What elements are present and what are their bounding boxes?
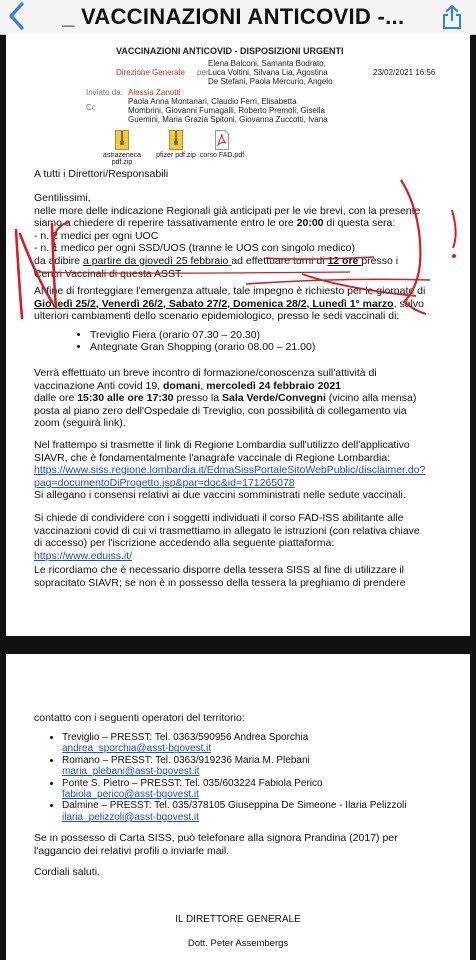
text-line: da adibire a partire da giovedì 25 febbraio ad effettuare turni di 12 ore presso i bbox=[34, 254, 399, 267]
sender-name: Direzione Generale bbox=[116, 68, 185, 77]
vaccination-sites-list bbox=[74, 329, 458, 354]
paragraph-days bbox=[34, 285, 458, 354]
share-icon bbox=[440, 4, 464, 30]
recipients-line-2: Luca Voltini, Silvana Lia, Agostina bbox=[208, 68, 328, 77]
paragraph-fad bbox=[34, 512, 458, 562]
eduiss-link[interactable]: https://www.eduiss.it/ bbox=[34, 549, 133, 562]
pdf-icon bbox=[215, 130, 229, 150]
paragraph-training bbox=[34, 367, 454, 430]
list-item: • Treviglio Fiera (orario 07.30 – 20.30) bbox=[90, 329, 458, 342]
attachment-name: corso FAD.pdf bbox=[199, 152, 245, 159]
navigation-bar bbox=[0, 0, 476, 35]
list-item: • Ponte S. Pietro – PRESST: Tel. 035/603224 Fabiola Perico fabiola_perico@asst-bgovest.it bbox=[62, 778, 476, 801]
sent-by-name: Alessia Zanotti bbox=[128, 88, 181, 97]
signature-name: Dott. Peter Assembergs bbox=[187, 938, 289, 949]
attachment-pfizer[interactable] bbox=[154, 130, 198, 159]
paragraph-siss-phone bbox=[34, 832, 454, 857]
text-line: Giovedì 25/2, Venerdì 26/2, Sabato 27/2, Domenica 28/2, Lunedì 1° marzo, salvo bbox=[34, 297, 424, 310]
text-line: sopracitato SIAVR; se non è in possesso della tessera la preghiamo di prendere bbox=[34, 576, 406, 589]
list-item: • Romano – PRESST: Tel. 0363/919236 Maria M. Plebani maria_plebani@asst-bgovest.it bbox=[62, 755, 476, 778]
cc-line-3: Guemini, Maria Grazia Spitoni, Giovanna Zuccotti, Ivana bbox=[128, 115, 328, 124]
list-item: • Treviglio – PRESST: Tel. 0363/590956 Andrea Sporchia andrea_sporchia@asst-bgovest.it bbox=[62, 732, 476, 755]
text-line: siamo a chiedere di reperire tassativamente entro le ore 20:00 di questa sera: bbox=[34, 217, 396, 230]
text-line: nelle more delle indicazione Regionali già anticipati per le vie brevi, con la presente bbox=[34, 204, 421, 217]
cc-line-2: Mombrini, Giovanni Fumagalli, Roberto Premoli, Gisella bbox=[128, 106, 325, 115]
document-page-2 bbox=[6, 654, 470, 960]
text-line: - n. 1 medico per ogni SSD/UOS (tranne le UOS con singolo medico) bbox=[34, 242, 355, 255]
email-date: 23/02/2021 16:56 bbox=[373, 68, 436, 77]
text-line: l'aggancio dei relativi profili o inviarle mail. bbox=[34, 844, 230, 857]
document-page-1 bbox=[6, 34, 470, 636]
share-button[interactable] bbox=[440, 4, 464, 30]
chevron-left-icon bbox=[6, 1, 28, 31]
text-line: ulteriori cambiamenti dello scenario epidemiologico, presso le sedi vaccinali di: bbox=[34, 310, 400, 323]
cc-label: Cc bbox=[86, 103, 96, 112]
siss-link[interactable]: https://www.siss.regione.lombardia.it/EdmaSissPortaleSitoWebPublic/disclaimer.do? bbox=[34, 464, 426, 477]
text-line: di accesso) per l'iscrizione accedendo alla seguente piattaforma: bbox=[34, 537, 335, 550]
text-line: Al fine di fronteggiare l'emergenza attuale, tale impegno è richiesto per le giornate di bbox=[34, 285, 426, 297]
attachment-corso-fad[interactable] bbox=[199, 130, 245, 159]
text-line: SIAVR, che è fondamentalmente l'anagrafe vaccinale di Regione Lombardia: bbox=[34, 451, 391, 464]
recipients-line-3: De Stefani, Paola Mercurio, Angelo bbox=[208, 77, 333, 86]
paragraph-siavr bbox=[34, 439, 458, 489]
paragraph-request bbox=[34, 192, 454, 280]
paragraph-siss-card bbox=[34, 564, 458, 589]
text-line: Centri Vaccinali di questa ASST. bbox=[34, 267, 184, 280]
email-subject: VACCINAZIONI ANTICOVID - DISPOSIZIONI URGENTI bbox=[116, 46, 344, 56]
attachment-name: astrazeneca pdf.zip bbox=[102, 152, 142, 166]
contact-email-link[interactable]: ilaria_pelizzoli@asst-bgovest.it bbox=[62, 811, 199, 823]
per-label: per bbox=[197, 68, 209, 77]
text-line: posta al piano zero dell'Ospedale di Treviglio, con possibilità di collegamento via bbox=[34, 404, 407, 417]
salutation-recipients: A tutti i Direttori/Responsabili bbox=[34, 168, 169, 180]
contacts-intro: contatto con i seguenti operatori del territorio: bbox=[34, 712, 245, 724]
text-line: vaccinazioni covid di cui vi trasmettiamo in allegato le istruzioni (con relativa chiave bbox=[34, 524, 420, 537]
text-line: - n. 2 medici per ogni UOC bbox=[34, 229, 159, 242]
cc-line-1: Paola Anna Montanari, Claudio Ferri, Elisabetta bbox=[128, 97, 297, 106]
paragraph-consents: Si allegano i consensi relativi ai due vaccini somministrati nelle sedute vaccinali. bbox=[34, 489, 406, 501]
text-line: Si chiede di condividere con i soggetti individuati il corso FAD-ISS abilitante alle bbox=[34, 512, 404, 524]
text-line: vaccinazione Anti covid 19, domani, mercoledì 24 febbraio 2021 bbox=[34, 379, 342, 392]
text-line: zoom (seguirà link). bbox=[34, 417, 126, 430]
greeting: Gentilissimi, bbox=[34, 192, 91, 204]
signature-role: IL DIRETTORE GENERALE bbox=[175, 914, 301, 925]
zip-icon bbox=[169, 130, 183, 150]
attachment-astrazeneca[interactable] bbox=[92, 130, 152, 166]
contact-email-link[interactable]: andrea_sporchia@asst-bgovest.it bbox=[62, 743, 212, 755]
page-title: _ VACCINAZIONI ANTICOVID -... bbox=[62, 4, 405, 29]
siss-link-cont[interactable]: pag=documentoDiProgetto.jsp&par=doc&id=171265078 bbox=[34, 476, 295, 489]
text-line: Le ricordiamo che è necessario disporre della tessera SISS al fine di utilizzare il bbox=[34, 564, 405, 576]
contact-email-link[interactable]: fabiola_perico@asst-bgovest.it bbox=[62, 789, 199, 801]
zip-icon bbox=[115, 130, 129, 150]
text-line: Se in possesso di Carta SISS, può telefonare alla signora Prandina (2017) per bbox=[34, 832, 398, 844]
list-item: • Dalmine – PRESST: Tel. 035/378105 Giuseppina De Simeone - Ilaria Pelizzoli ilaria_pelizzoli@asst-bgovest.it bbox=[62, 800, 476, 823]
text-line: Nel frattempo si trasmette il link di Regione Lombardia sull'utilizzo dell'applicativo bbox=[34, 439, 410, 451]
back-button[interactable] bbox=[6, 1, 32, 31]
contact-email-link[interactable]: maria_plebani@asst-bgovest.it bbox=[62, 766, 200, 778]
text-line: Verrà effettuato un breve incontro di formazione/conoscenza sull'attività di bbox=[34, 367, 377, 379]
list-item: • Antegnate Gran Shopping (orario 08.00 – 21.00) bbox=[90, 341, 458, 354]
sent-by-label: Inviato da: bbox=[86, 88, 123, 97]
closing: Cordiali saluti. bbox=[34, 866, 100, 878]
text-line: dalle ore 15:30 alle ore 17:30 presso la Sala Verde/Convegni (vicino alla mensa) bbox=[34, 392, 417, 405]
recipients-line-1: Elena Balconi, Samanta Bodrato, bbox=[208, 59, 326, 68]
contacts-list bbox=[46, 732, 476, 823]
attachment-name: pfizer pdf.zip bbox=[156, 152, 196, 159]
